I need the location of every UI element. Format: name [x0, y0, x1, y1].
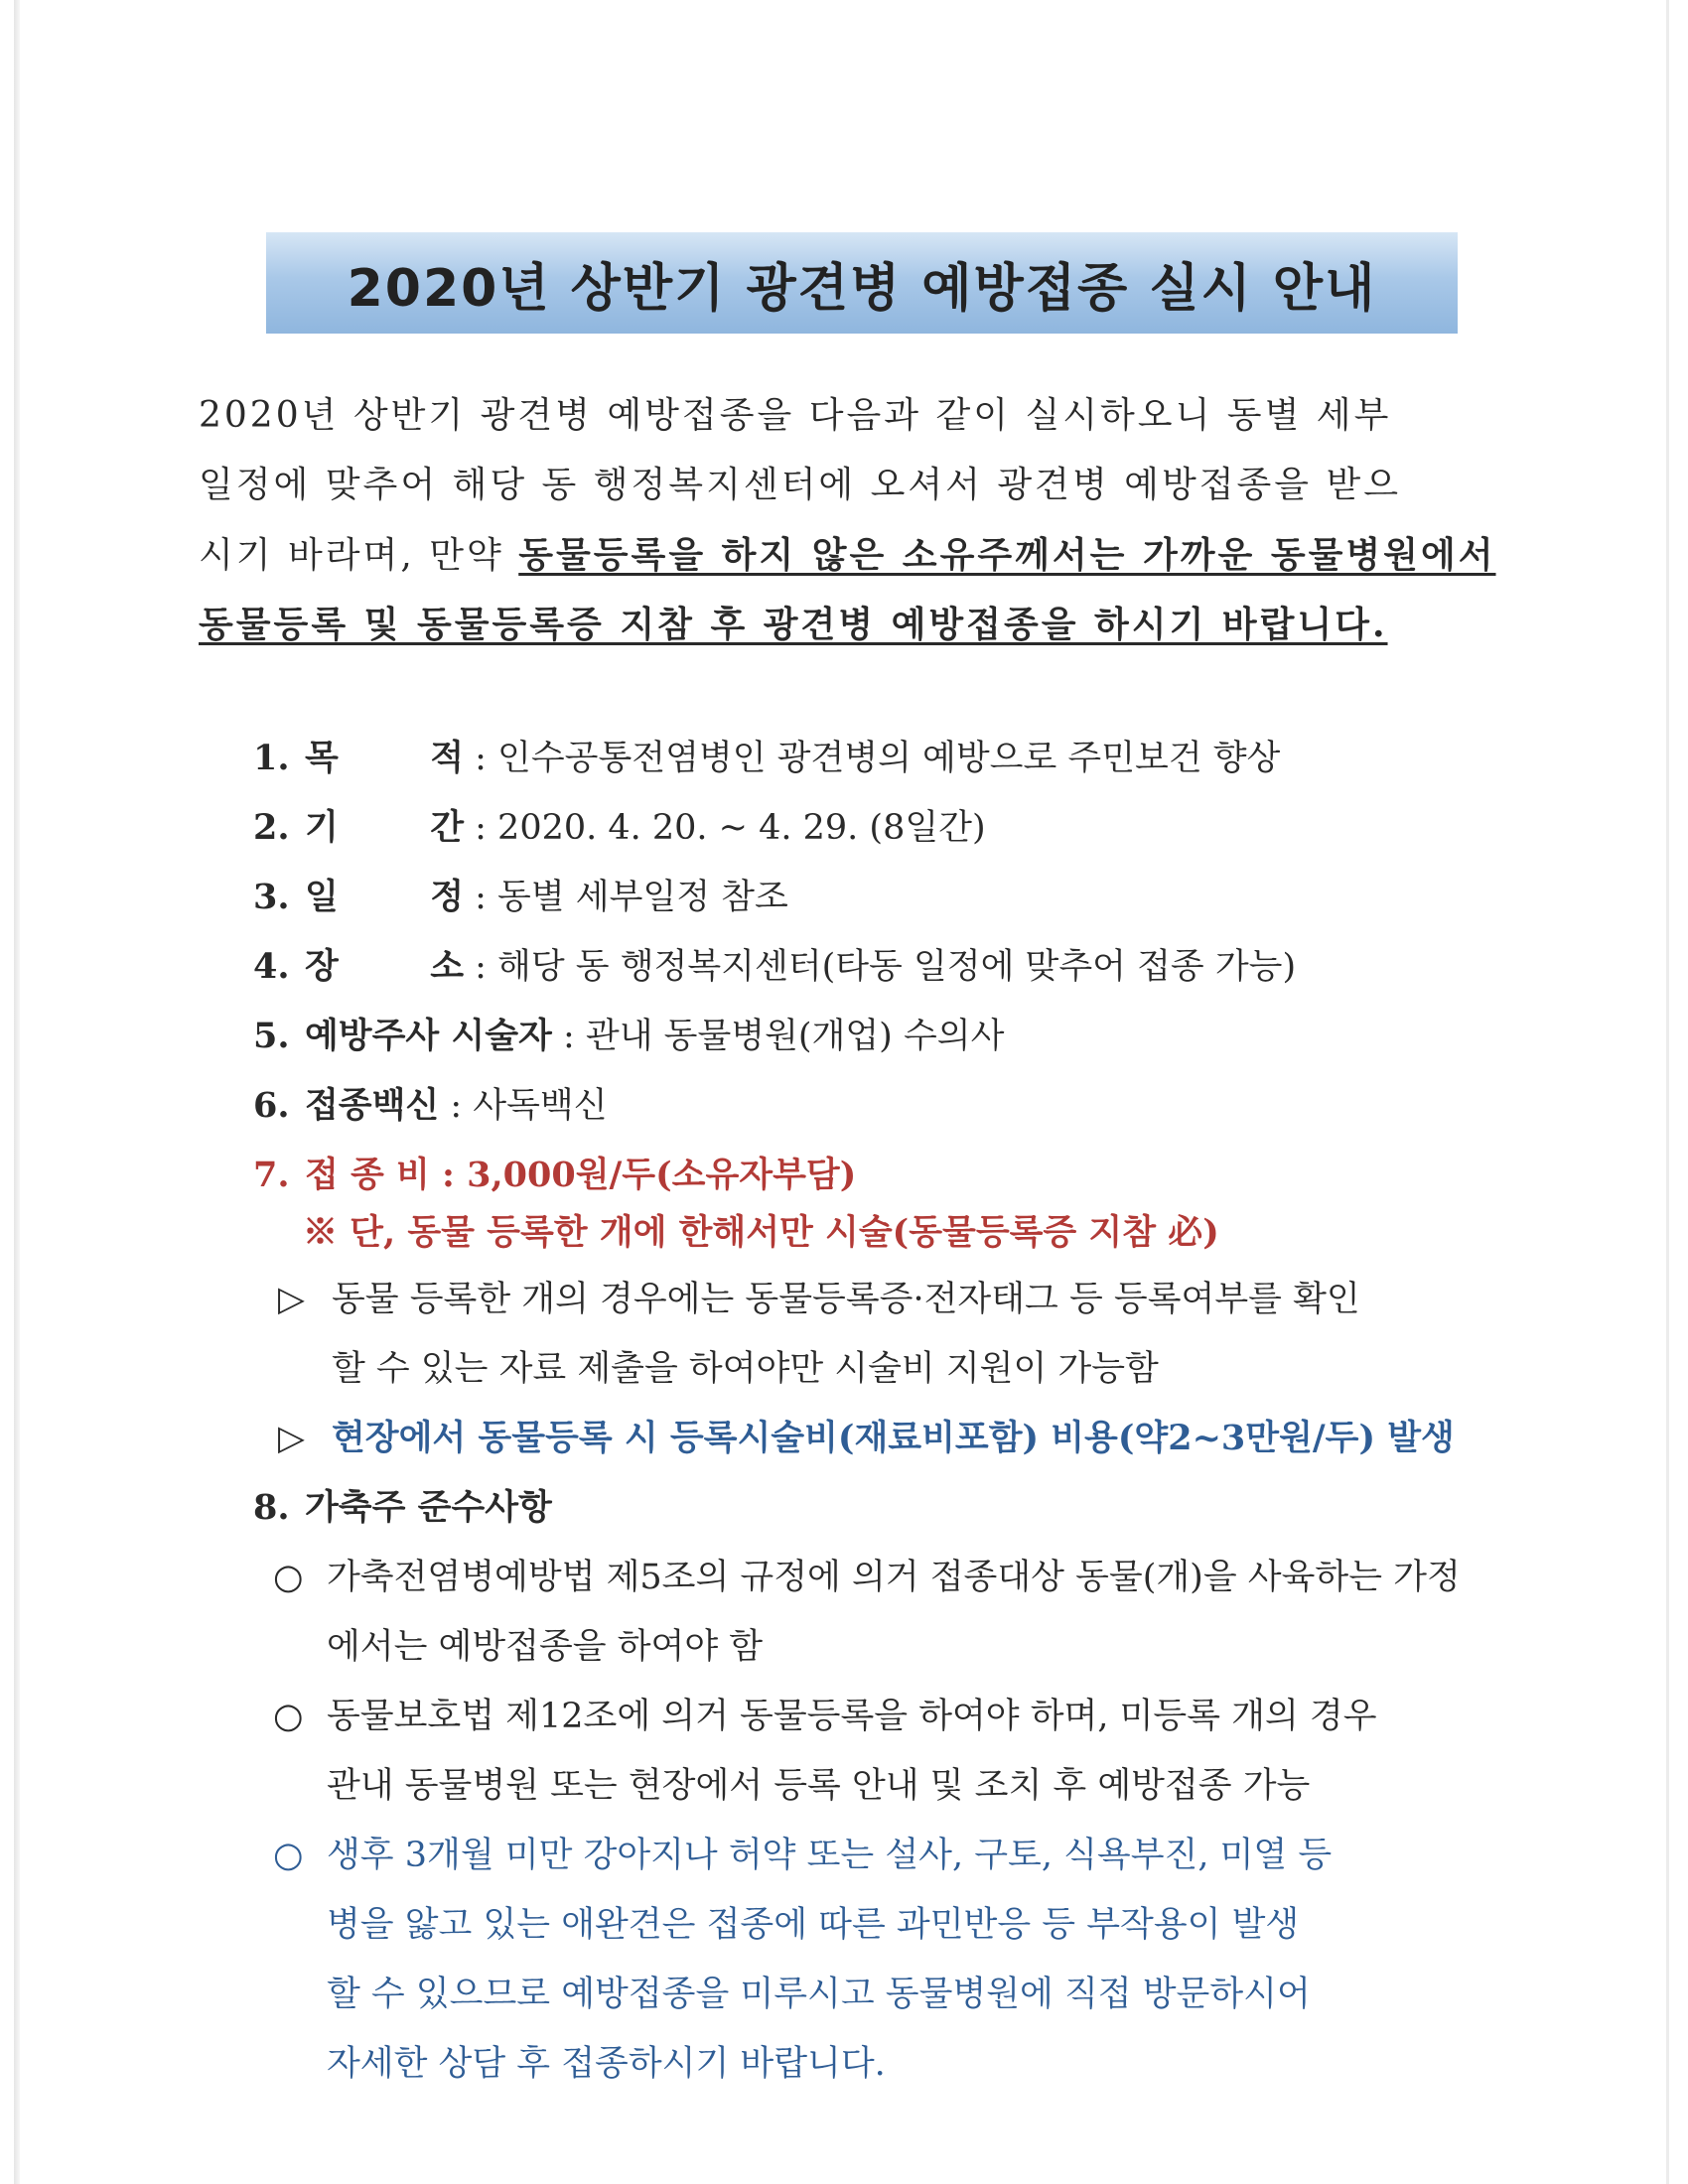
rule-3-line-4: 자세한 상담 후 접종하시기 바랍니다. — [327, 2044, 886, 2084]
item-number: 2. — [253, 807, 290, 848]
item-label — [305, 943, 464, 991]
intro-line-1: 2020년 상반기 광견병 예방접종을 다음과 같이 실시하오니 동별 세부 — [199, 395, 1392, 436]
item-text: 2020. 4. 20. ~ 4. 29. (8일간) — [497, 808, 986, 848]
item-label: 예방주사 시술자 — [305, 1016, 552, 1056]
rule-1-line-1 — [273, 1554, 1461, 1601]
item-text: 사독백신 — [473, 1086, 608, 1126]
item-number: 4. — [253, 946, 290, 987]
bullet-text: 현장에서 동물등록 시 등록시술비(재료비포함) 비용(약2~3만원/두) 발생 — [332, 1418, 1455, 1458]
item-period — [253, 804, 986, 852]
item-fee — [253, 1152, 856, 1199]
fee-bullet-1-line-2: 할 수 있는 자료 제출을 하여야만 시술비 지원이 가능함 — [332, 1349, 1159, 1389]
item-number: 6. — [253, 1085, 290, 1126]
item-location — [253, 943, 1296, 991]
rule-2-line-2: 관내 동물병원 또는 현장에서 등록 안내 및 조치 후 예방접종 가능 — [327, 1766, 1311, 1806]
item-separator: : — [464, 947, 498, 987]
rule-3-line-1 — [273, 1832, 1332, 1879]
circle-bullet-icon: ○ — [273, 1697, 304, 1736]
circle-bullet-icon: ○ — [273, 1558, 304, 1597]
triangle-bullet-icon: ▷ — [278, 1419, 305, 1458]
item-separator: : — [439, 1086, 474, 1126]
item-text: 관내 동물병원(개업) 수의사 — [585, 1017, 1005, 1056]
item-number: 3. — [253, 877, 290, 917]
intro-line-4 — [199, 601, 1388, 649]
item-label — [305, 804, 464, 852]
item-text: 해당 동 행정복지센터(타동 일정에 맞추어 접종 가능) — [497, 947, 1297, 987]
rule-2-line-1 — [273, 1693, 1377, 1740]
triangle-bullet-icon: ▷ — [278, 1280, 305, 1319]
item-label-a: 목 — [305, 738, 339, 778]
title-banner — [266, 232, 1458, 334]
item-label-a: 기 — [305, 807, 339, 848]
item-label — [305, 735, 464, 782]
item-separator: : — [464, 739, 498, 778]
rule-1-line-2: 에서는 예방접종을 하여야 함 — [327, 1627, 764, 1667]
item-separator: : — [464, 808, 498, 848]
item-label-b: 소 — [430, 946, 464, 987]
item-purpose — [253, 735, 1280, 782]
item-schedule — [253, 874, 788, 921]
rule-3-line-2: 병을 앓고 있는 애완견은 접종에 따른 과민반응 등 부작용이 발생 — [327, 1905, 1300, 1945]
item-label-b: 정 — [430, 877, 464, 917]
bullet-text: 동물 등록한 개의 경우에는 동물등록증·전자태그 등 등록여부를 확인 — [332, 1280, 1360, 1319]
item-number: 1. — [253, 738, 290, 778]
bullet-text: 동물보호법 제12조에 의거 동물등록을 하여야 하며, 미등록 개의 경우 — [327, 1697, 1377, 1736]
item-number: 8. — [253, 1487, 290, 1528]
item-text: 동별 세부일정 참조 — [497, 878, 788, 917]
item-text: 인수공통전염병인 광견병의 예방으로 주민보건 향상 — [497, 739, 1281, 778]
intro-line-3-plain: 시기 바라며, 만약 — [199, 535, 519, 576]
item-label — [305, 874, 464, 921]
rule-3-line-3: 할 수 있으므로 예방접종을 미루시고 동물병원에 직접 방문하시어 — [327, 1975, 1311, 2014]
page-title: 2020년 상반기 광견병 예방접종 실시 안내 — [347, 258, 1377, 319]
bullet-text: 가축전염병예방법 제5조의 규정에 의거 접종대상 동물(개)을 사육하는 가정 — [327, 1558, 1461, 1597]
item-label-a: 장 — [305, 946, 339, 987]
intro-line-4-emphasis: 동물등록 및 동물등록증 지참 후 광견병 예방접종을 하시기 바랍니다. — [199, 604, 1388, 645]
scan-edge-right — [1666, 0, 1669, 2184]
item-label-a: 일 — [305, 877, 339, 917]
section-owner-rules — [253, 1484, 552, 1532]
item-label-b: 적 — [430, 738, 464, 778]
item-vaccinator — [253, 1013, 1004, 1060]
item-number: 5. — [253, 1016, 290, 1056]
section-label: 가축주 준수사항 — [305, 1487, 552, 1528]
item-number: 7. — [253, 1155, 290, 1195]
fee-bullet-2 — [278, 1415, 1455, 1462]
fee-bullet-1-line-1 — [278, 1276, 1360, 1323]
item-separator: : — [464, 878, 498, 917]
item-label: 접종백신 — [305, 1085, 440, 1126]
scan-edge-left — [14, 0, 20, 2184]
item-separator: : — [551, 1017, 586, 1056]
intro-line-2: 일정에 맞추어 해당 동 행정복지센터에 오셔서 광견병 예방접종을 받으 — [199, 465, 1402, 505]
item-fee-text: 접 종 비 : 3,000원/두(소유자부담) — [305, 1155, 857, 1195]
intro-line-3 — [199, 531, 1496, 580]
intro-line-3-emphasis: 동물등록을 하지 않은 소유주께서는 가까운 동물병원에서 — [518, 534, 1496, 576]
item-label-b: 간 — [430, 807, 464, 848]
bullet-text: 생후 3개월 미만 강아지나 허약 또는 설사, 구토, 식욕부진, 미열 등 — [327, 1836, 1333, 1875]
circle-bullet-icon: ○ — [273, 1836, 304, 1875]
item-vaccine — [253, 1082, 608, 1130]
fee-note: ※ 단, 동물 등록한 개에 한해서만 시술(동물등록증 지참 必) — [303, 1212, 1219, 1253]
